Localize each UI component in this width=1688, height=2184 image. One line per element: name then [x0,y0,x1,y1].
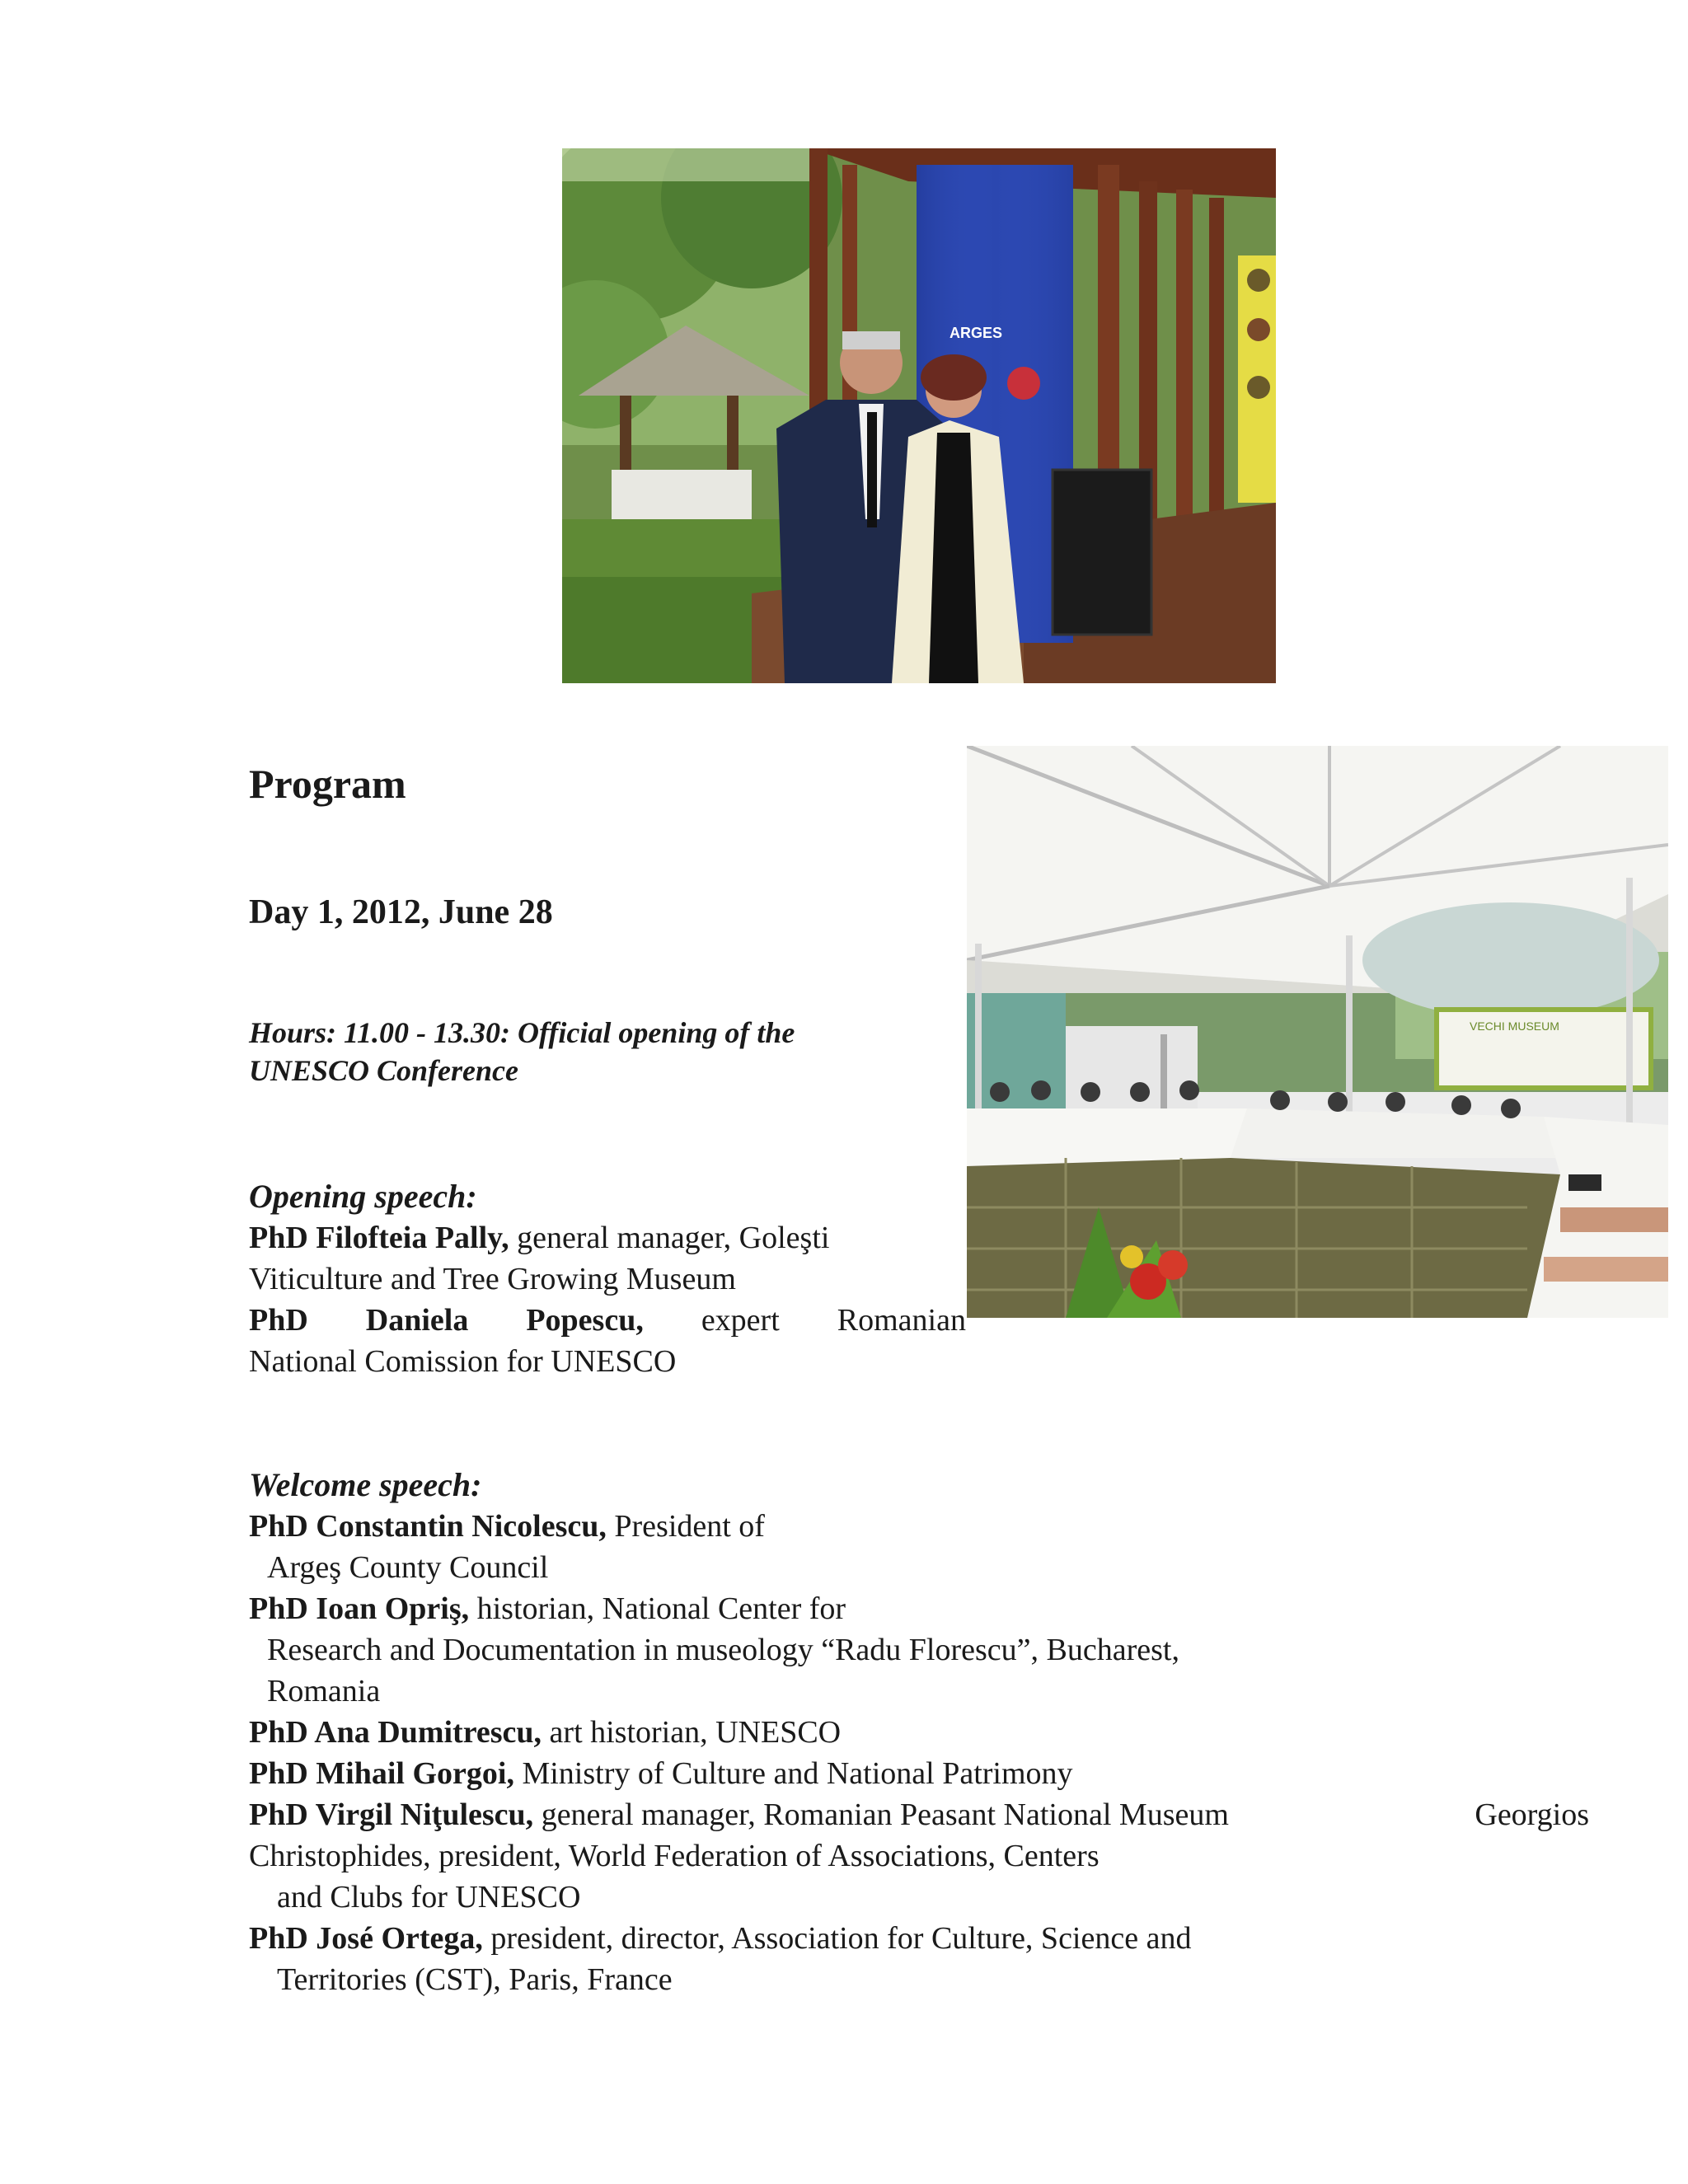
speaker-role: President of [614,1509,765,1544]
tent-sign-text: VECHI MUSEUM [1470,1019,1559,1033]
banner-text: ARGES [950,325,1003,341]
welcome-speech-title: Welcome speech: [249,1466,482,1503]
photo-conference-tent [967,746,1668,1318]
program-heading: Program [249,761,406,807]
speaker-role-continued: Christophides, president, World Federation of Associations, Centers [249,1839,1100,1873]
opening-speech-title: Opening speech: [249,1178,477,1215]
speaker-role: art historian, UNESCO [549,1715,842,1750]
speaker-role-continued: Viticulture and Tree Growing Museum [249,1262,736,1296]
speaker-role-part: Georgios [1475,1797,1589,1832]
speaker-role: general manager, Goleşti [517,1221,830,1255]
speaker-role: Ministry of Culture and National Patrimony [522,1756,1073,1791]
speaker-name-part: PhD [249,1303,308,1338]
speaker-role-continued: Romania [267,1674,381,1708]
day-heading: Day 1, 2012, June 28 [249,893,553,931]
speaker-name-and-role [249,1794,1229,1835]
speaker-name: PhD Constantin Nicolescu, [249,1509,607,1544]
speaker-name: PhD Ioan Opriş, [249,1591,470,1626]
speaker-name-part: Popescu, [526,1303,644,1338]
speaker-name: PhD Filofteia Pally, [249,1221,509,1255]
speaker-role-part: expert [701,1303,780,1338]
speaker-name-part: Daniela [365,1303,469,1338]
speaker-role-continued: and Clubs for UNESCO [277,1880,581,1915]
speaker-name: PhD José Ortega, [249,1921,483,1956]
hours-block [249,1014,958,1090]
welcome-speaker-6 [249,1918,1609,1959]
welcome-speech-section [249,1465,1609,2000]
speaker-role: general manager, Romanian Peasant National Museum [541,1797,1229,1832]
hours-line-2: UNESCO Conference [249,1054,519,1087]
photo-officials-illustration [562,148,1276,683]
speaker-role-continued: Argeş County Council [267,1550,549,1585]
speaker-role-continued: Territories (CST), Paris, France [277,1962,673,1997]
photo-officials-at-banner [562,148,1276,683]
speaker-name: PhD Mihail Gorgoi, [249,1756,514,1791]
speaker-role: president, director, Association for Culture, Science and [490,1921,1192,1956]
speaker-role-continued: Research and Documentation in museology “Radu Florescu”, Bucharest, [267,1633,1179,1667]
speaker-role-continued: National Comission for UNESCO [249,1344,677,1379]
speaker-role: historian, National Center for [476,1591,846,1626]
opening-speech-section [249,1176,966,1382]
speaker-name: PhD Ana Dumitrescu, [249,1715,542,1750]
welcome-speaker-4 [249,1753,1609,1794]
welcome-speaker-2 [249,1588,1609,1629]
welcome-speaker-5 [249,1794,1589,1835]
welcome-speaker-1 [249,1506,1609,1547]
welcome-speaker-3 [249,1712,1609,1753]
speaker-role-part: Romanian [837,1303,966,1338]
hours-line-1: Hours: 11.00 - 13.30: Official opening of the [249,1016,795,1049]
opening-speaker-1 [249,1217,966,1258]
speaker-name: PhD Virgil Niţulescu, [249,1797,534,1832]
photo-conference-illustration [967,746,1668,1318]
opening-speaker-2 [249,1300,966,1341]
